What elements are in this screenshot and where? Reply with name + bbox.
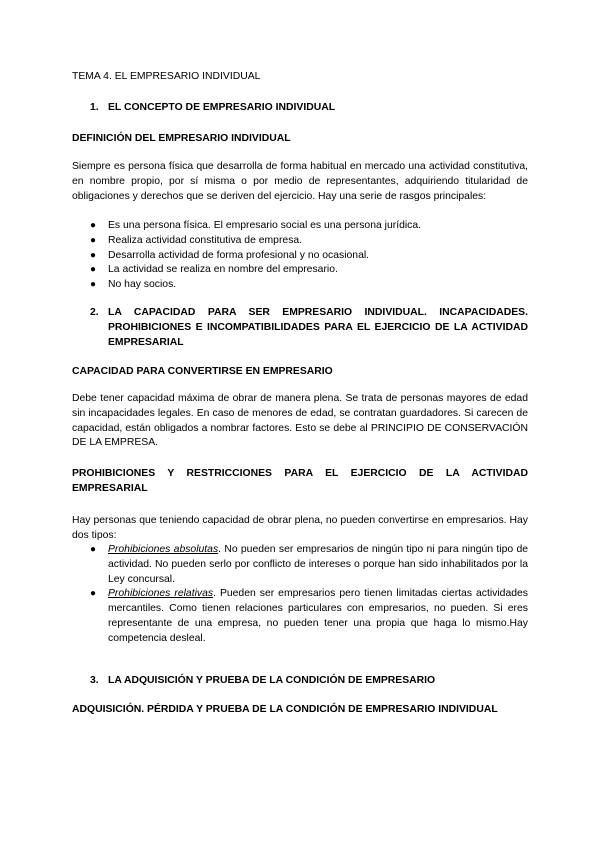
prohibitions-bullet-list: [90, 543, 528, 647]
list-item: ● No hay socios.: [90, 278, 528, 293]
definition-paragraph: Siempre es persona física que desarrolla de forma habitual en mercado una actividad constitutiva, en nombre propio, por sí misma o por medio de representantes, adquiriendo titularidad de obligaciones y derechos que se deriven del ejercicio. Hay una serie de rasgos principales:: [72, 161, 528, 202]
list-item: ● Desarrolla actividad de forma profesional y no ocasional.: [90, 249, 528, 264]
bullet-icon: ●: [90, 220, 97, 231]
capacity-heading: CAPACIDAD PARA CONVERTIRSE EN EMPRESARIO: [72, 366, 333, 377]
prohibitions-heading: PROHIBICIONES Y RESTRICCIONES PARA EL EJERCICIO DE LA ACTIVIDAD EMPRESARIAL: [72, 468, 528, 494]
section-2-number: 2.: [90, 307, 99, 318]
list-item: ● La actividad se realiza en nombre del empresario.: [90, 263, 528, 278]
bullet-icon: ●: [90, 264, 97, 276]
absolute-prohibitions-term: Prohibiciones absolutas: [108, 544, 219, 555]
section-3-title: LA ADQUISICIÓN Y PRUEBA DE LA CONDICIÓN DE EMPRESARIO: [108, 675, 436, 686]
list-item: ● Es una persona física. El empresario social es una persona jurídica.: [90, 219, 528, 234]
list-item: ● Prohibiciones relativas. Pueden ser empresarios pero tienen limitadas ciertas actividades mercantiles. Como tienen relaciones particulares con empresarios, no pueden. Si eres representante de una empresa, no pueden tener una propia que haga lo mismo.Hay competencia desleal.: [90, 588, 528, 644]
bullet-icon: ●: [90, 588, 97, 600]
section-1-title: EL CONCEPTO DE EMPRESARIO INDIVIDUAL: [108, 102, 336, 113]
section-3-number: 3.: [90, 675, 99, 686]
bullet-icon: ●: [90, 544, 97, 555]
section-1-number: 1.: [90, 102, 99, 113]
bullet-icon: ●: [90, 249, 97, 261]
capacity-paragraph: Debe tener capacidad máxima de obrar de manera plena. Se trata de personas mayores de edad sin incapacidades legales. En caso de menores de edad, se contratan guardadores. Si carecen de capacidad, están obligados a nombrar factores. Esto se debe al PRINCIPIO DE CONSERVACIÓN DE LA EMPRESA.: [72, 393, 528, 449]
relative-prohibitions-term: Prohibiciones relativas: [108, 588, 214, 600]
list-item: ● Realiza actividad constitutiva de empresa.: [90, 234, 528, 249]
acquisition-heading: ADQUISICIÓN. PÉRDIDA Y PRUEBA DE LA CONDICIÓN DE EMPRESARIO INDIVIDUAL: [72, 704, 498, 715]
bullet-icon: ●: [90, 279, 97, 291]
definition-heading: DEFINICIÓN DEL EMPRESARIO INDIVIDUAL: [72, 133, 291, 144]
list-item: ● Prohibiciones absolutas. No pueden ser empresarios de ningún tipo ni para ningún tipo de actividad. No pueden serlo por conflicto de intereses o porque han sido inhabilitados por la Ley concursal.: [90, 544, 528, 585]
definition-bullet-list: [90, 219, 528, 293]
prohibitions-paragraph: Hay personas que teniendo capacidad de obrar plena, no pueden convertirse en empresarios. Hay dos tipos:: [72, 515, 528, 541]
section-2-title: LA CAPACIDAD PARA SER EMPRESARIO INDIVIDUAL. INCAPACIDADES. PROHIBICIONES E INCOMPATIBILIDADES PARA EL EJERCICIO DE LA ACTIVIDAD EMPRESARIAL: [108, 307, 528, 348]
document-title: TEMA 4. EL EMPRESARIO INDIVIDUAL: [72, 71, 261, 82]
bullet-icon: ●: [90, 234, 97, 246]
